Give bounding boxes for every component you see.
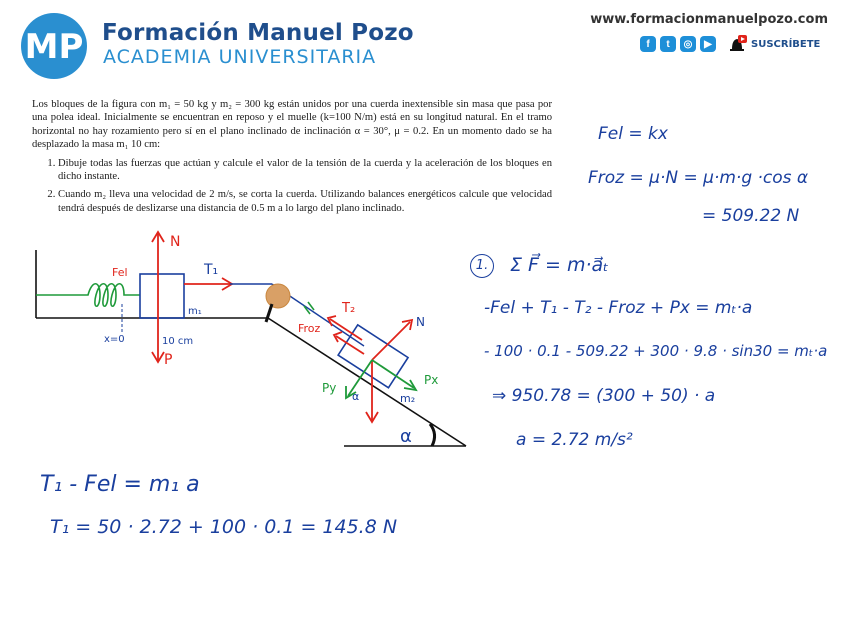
note-fel-eq: Fel = kx: [598, 124, 668, 144]
label-normal-1: N: [170, 234, 181, 250]
label-normal-2: N: [416, 315, 425, 329]
note-subst: - 100 · 0.1 - 509.22 + 300 · 9.8 · sin30 = mₜ·a: [484, 342, 828, 360]
social-links: [640, 34, 820, 54]
brand-subtitle: ACADEMIA UNIVERSITARIA: [103, 46, 377, 68]
svg-text:MP: MP: [24, 27, 84, 67]
spring: [36, 284, 140, 307]
question-list: [32, 157, 552, 216]
label-spring-force: Fel: [112, 266, 128, 279]
facebook-icon[interactable]: f: [640, 36, 656, 52]
label-friction: Froz: [298, 322, 321, 335]
question-item: 2. Cuando m₂ lleva una velocidad de 2 m/s, se corta la cuerda. Utilizando balances energéticos calcule que velocidad tendrá después de deslizarse una distancia de 0.5 m a lo largo del plano inclinado.: [58, 188, 552, 215]
angle-arc: [430, 424, 435, 446]
note-expand: -Fel + T₁ - T₂ - Froz + Px = mₜ·a: [484, 298, 753, 318]
label-tension-1: T₁: [204, 262, 219, 278]
instagram-icon[interactable]: ◎: [680, 36, 696, 52]
label-mass-1: m₁: [188, 306, 202, 317]
px-arrow: [372, 360, 414, 388]
brand-title: Formación Manuel Pozo: [102, 20, 414, 46]
note-simplify: ⇒ 950.78 = (300 + 50) · a: [492, 386, 716, 406]
bell-icon: [726, 34, 748, 54]
twitter-icon[interactable]: t: [660, 36, 676, 52]
block-m1: [140, 274, 184, 318]
label-displacement: 10 cm: [162, 336, 194, 347]
subscribe-button[interactable]: [726, 34, 820, 54]
note-accel: a = 2.72 m/s²: [516, 430, 633, 450]
label-py: Py: [322, 381, 337, 395]
website-link[interactable]: www.formacionmanuelpozo.com: [590, 12, 828, 27]
label-px: Px: [424, 373, 439, 387]
youtube-icon[interactable]: ▶: [700, 36, 716, 52]
label-weight-1: P: [164, 352, 173, 368]
note-froz-eq: Froz = μ·N = μ·m·g ·cos α: [588, 168, 809, 188]
note-sum-eq: Σ F⃗ = m·a⃗ₜ: [510, 254, 609, 276]
question-item: 1. Dibuje todas las fuerzas que actúan y calcule el valor de la tensión de la cuerda y la aceleración de los bloques en dicho instante.: [58, 157, 552, 184]
label-alpha-large: α: [400, 426, 412, 447]
physics-diagram: [0, 220, 480, 460]
label-x-zero: x=0: [104, 334, 125, 345]
note-froz-val: = 509.22 N: [702, 206, 800, 226]
brand-logo: [16, 12, 92, 80]
note-t1-eq: T₁ - Fel = m₁ a: [40, 472, 200, 497]
problem-statement: [32, 98, 552, 220]
note-item-number: 1.: [470, 254, 494, 278]
subscribe-label: SUSCRÍBETE: [751, 38, 821, 50]
label-alpha-small: α: [352, 390, 360, 403]
label-tension-2: T₂: [342, 301, 356, 316]
problem-intro: Los bloques de la figura con m₁ = 50 kg y m₂ = 300 kg están unidos por una cuerda inextensible sin masa que pasa por una polea ideal. Inicialmente se encuentran en reposo y el muelle (k=100 N/m) está en su longitud natural. En el tramo horizontal no hay rozamiento pero sí en el plano inclinado de inclinación α = 30°, μ = 0.2. En un momento dado se ha desplazado la masa m₁ 10 cm:: [32, 99, 552, 151]
note-t1-val: T₁ = 50 · 2.72 + 100 · 0.1 = 145.8 N: [50, 516, 398, 538]
pulley: [266, 284, 290, 308]
label-mass-2: m₂: [400, 392, 416, 405]
